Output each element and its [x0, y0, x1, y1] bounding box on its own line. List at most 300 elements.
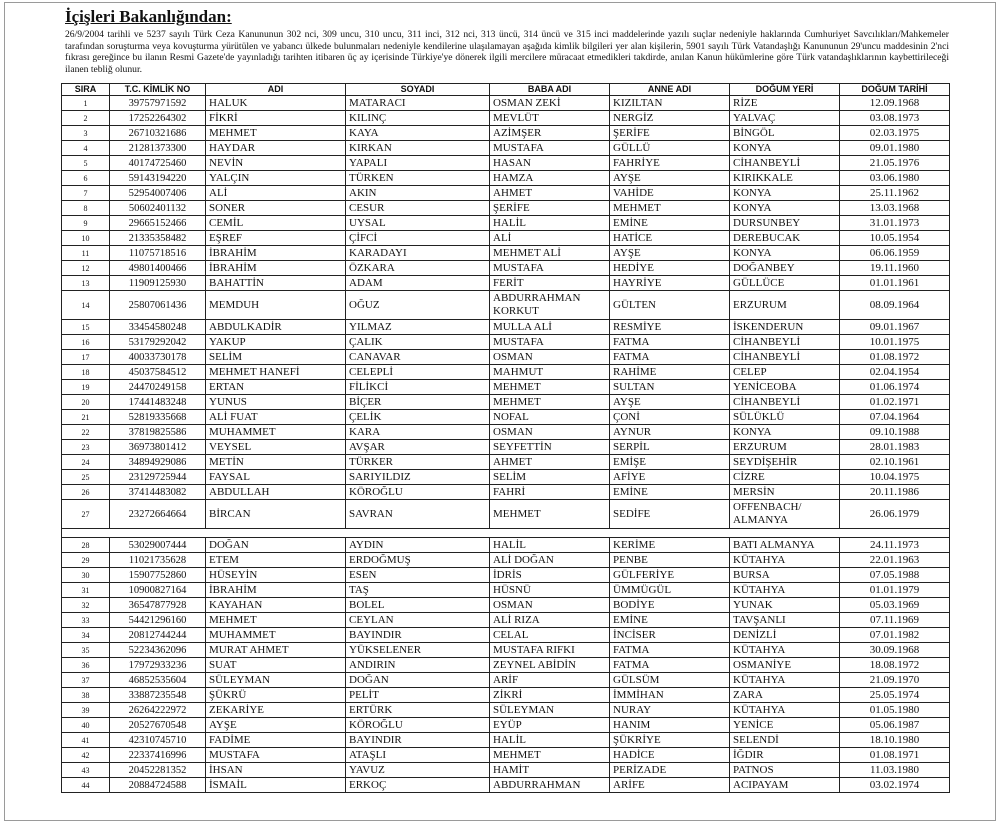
cell-anne-adi: PERİZADE	[610, 763, 730, 778]
table-row	[62, 126, 950, 141]
cell-soyadi: YAVUZ	[346, 763, 490, 778]
cell-tc-kimlik-no: 34894929086	[110, 455, 206, 470]
cell-baba-adi: MAHMUT	[490, 365, 610, 380]
cell-sira: 19	[62, 380, 110, 395]
cell-anne-adi: EMİNE	[610, 485, 730, 500]
cell-dogum-tarihi: 10.01.1975	[840, 335, 950, 350]
cell-soyadi: ÇİFCİ	[346, 231, 490, 246]
cell-adi: ETEM	[206, 553, 346, 568]
cell-dogum-tarihi: 01.06.1974	[840, 380, 950, 395]
table-row	[62, 763, 950, 778]
cell-dogum-tarihi: 07.11.1969	[840, 613, 950, 628]
cell-tc-kimlik-no: 52954007406	[110, 186, 206, 201]
cell-dogum-yeri: GÜLLÜCE	[730, 276, 840, 291]
cell-sira: 38	[62, 688, 110, 703]
gap-cell	[490, 529, 610, 538]
cell-dogum-yeri: BATI ALMANYA	[730, 538, 840, 553]
cell-anne-adi: ARİFE	[610, 778, 730, 793]
cell-anne-adi: KERİME	[610, 538, 730, 553]
cell-baba-adi: MEHMET	[490, 395, 610, 410]
cell-anne-adi: SULTAN	[610, 380, 730, 395]
cell-soyadi: OĞUZ	[346, 291, 490, 320]
cell-baba-adi: HALİL	[490, 733, 610, 748]
cell-soyadi: AYDIN	[346, 538, 490, 553]
cell-soyadi: AVŞAR	[346, 440, 490, 455]
table-row	[62, 613, 950, 628]
gap-cell	[610, 529, 730, 538]
cell-baba-adi: ZİKRİ	[490, 688, 610, 703]
cell-dogum-tarihi: 06.06.1959	[840, 246, 950, 261]
cell-anne-adi: İMMİHAN	[610, 688, 730, 703]
cell-dogum-yeri: KONYA	[730, 425, 840, 440]
table-row	[62, 291, 950, 320]
cell-adi: HÜSEYİN	[206, 568, 346, 583]
cell-anne-adi: HADİCE	[610, 748, 730, 763]
cell-anne-adi: FATMA	[610, 658, 730, 673]
cell-baba-adi: SEYFETTİN	[490, 440, 610, 455]
cell-tc-kimlik-no: 24470249158	[110, 380, 206, 395]
cell-dogum-yeri: PATNOS	[730, 763, 840, 778]
cell-baba-adi: ZEYNEL ABİDİN	[490, 658, 610, 673]
table-row	[62, 276, 950, 291]
cell-sira: 1	[62, 96, 110, 111]
cell-dogum-tarihi: 12.09.1968	[840, 96, 950, 111]
cell-anne-adi: RAHİME	[610, 365, 730, 380]
cell-sira: 33	[62, 613, 110, 628]
cell-dogum-tarihi: 11.03.1980	[840, 763, 950, 778]
cell-sira: 42	[62, 748, 110, 763]
cell-baba-adi: MUSTAFA	[490, 261, 610, 276]
cell-sira: 31	[62, 583, 110, 598]
header-adi: ADI	[206, 84, 346, 96]
cell-sira: 43	[62, 763, 110, 778]
cell-sira: 21	[62, 410, 110, 425]
cell-tc-kimlik-no: 37819825586	[110, 425, 206, 440]
cell-tc-kimlik-no: 37414483082	[110, 485, 206, 500]
cell-sira: 35	[62, 643, 110, 658]
cell-adi: CEMİL	[206, 216, 346, 231]
cell-tc-kimlik-no: 23129725944	[110, 470, 206, 485]
cell-soyadi: BAYINDIR	[346, 733, 490, 748]
cell-adi: SONER	[206, 201, 346, 216]
cell-dogum-yeri: YENİCEOBA	[730, 380, 840, 395]
cell-dogum-yeri: CİHANBEYLİ	[730, 350, 840, 365]
cell-tc-kimlik-no: 26264222972	[110, 703, 206, 718]
cell-dogum-yeri: KONYA	[730, 201, 840, 216]
cell-adi: MUHAMMET	[206, 425, 346, 440]
cell-soyadi: SARIYILDIZ	[346, 470, 490, 485]
cell-sira: 27	[62, 500, 110, 529]
cell-tc-kimlik-no: 36547877928	[110, 598, 206, 613]
cell-sira: 15	[62, 320, 110, 335]
table-row	[62, 335, 950, 350]
cell-anne-adi: HAYRİYE	[610, 276, 730, 291]
cell-dogum-tarihi: 10.05.1954	[840, 231, 950, 246]
table-row	[62, 568, 950, 583]
cell-dogum-tarihi: 05.03.1969	[840, 598, 950, 613]
cell-sira: 26	[62, 485, 110, 500]
cell-dogum-tarihi: 10.04.1975	[840, 470, 950, 485]
cell-tc-kimlik-no: 50602401132	[110, 201, 206, 216]
cell-baba-adi: FERİT	[490, 276, 610, 291]
cell-soyadi: BAYINDIR	[346, 628, 490, 643]
cell-tc-kimlik-no: 26710321686	[110, 126, 206, 141]
cell-sira: 7	[62, 186, 110, 201]
cell-soyadi: KÖROĞLU	[346, 718, 490, 733]
cell-anne-adi: GÜLFERİYE	[610, 568, 730, 583]
cell-soyadi: PELİT	[346, 688, 490, 703]
cell-adi: VEYSEL	[206, 440, 346, 455]
cell-dogum-tarihi: 13.03.1968	[840, 201, 950, 216]
cell-baba-adi: HALİL	[490, 216, 610, 231]
cell-dogum-tarihi: 01.08.1971	[840, 748, 950, 763]
cell-dogum-tarihi: 31.01.1973	[840, 216, 950, 231]
cell-baba-adi: SÜLEYMAN	[490, 703, 610, 718]
cell-tc-kimlik-no: 33887235548	[110, 688, 206, 703]
table-row	[62, 718, 950, 733]
table-row	[62, 365, 950, 380]
cell-sira: 22	[62, 425, 110, 440]
cell-dogum-tarihi: 01.05.1980	[840, 703, 950, 718]
gap-cell	[840, 529, 950, 538]
cell-baba-adi: OSMAN ZEKİ	[490, 96, 610, 111]
header-soyadi: SOYADI	[346, 84, 490, 96]
cell-adi: ALİ	[206, 186, 346, 201]
cell-dogum-yeri: KONYA	[730, 141, 840, 156]
cell-baba-adi: ALİ DOĞAN	[490, 553, 610, 568]
cell-sira: 17	[62, 350, 110, 365]
cell-tc-kimlik-no: 11909125930	[110, 276, 206, 291]
table-row	[62, 500, 950, 529]
table-row	[62, 96, 950, 111]
cell-sira: 12	[62, 261, 110, 276]
gap-cell	[346, 529, 490, 538]
cell-baba-adi: ALİ	[490, 231, 610, 246]
cell-baba-adi: OSMAN	[490, 350, 610, 365]
cell-sira: 18	[62, 365, 110, 380]
cell-dogum-yeri: ERZURUM	[730, 291, 840, 320]
cell-sira: 8	[62, 201, 110, 216]
cell-baba-adi: EYÜP	[490, 718, 610, 733]
cell-soyadi: ERKOÇ	[346, 778, 490, 793]
cell-dogum-yeri: CİHANBEYLİ	[730, 156, 840, 171]
cell-tc-kimlik-no: 42310745710	[110, 733, 206, 748]
cell-tc-kimlik-no: 33454580248	[110, 320, 206, 335]
cell-soyadi: ATAŞLI	[346, 748, 490, 763]
table-row	[62, 583, 950, 598]
table-row	[62, 186, 950, 201]
table-row	[62, 320, 950, 335]
cell-dogum-tarihi: 07.04.1964	[840, 410, 950, 425]
header-dogum-yeri: DOĞUM YERİ	[730, 84, 840, 96]
cell-dogum-tarihi: 30.09.1968	[840, 643, 950, 658]
cell-soyadi: DOĞAN	[346, 673, 490, 688]
cell-dogum-tarihi: 20.11.1986	[840, 485, 950, 500]
cell-sira: 32	[62, 598, 110, 613]
table-row	[62, 470, 950, 485]
cell-dogum-yeri: KÜTAHYA	[730, 553, 840, 568]
cell-dogum-tarihi: 03.08.1973	[840, 111, 950, 126]
cell-adi: FAYSAL	[206, 470, 346, 485]
cell-anne-adi: NERGİZ	[610, 111, 730, 126]
cell-dogum-yeri: ZARA	[730, 688, 840, 703]
cell-sira: 5	[62, 156, 110, 171]
cell-anne-adi: AYŞE	[610, 395, 730, 410]
cell-dogum-yeri: DENİZLİ	[730, 628, 840, 643]
cell-anne-adi: İNCİSER	[610, 628, 730, 643]
cell-dogum-tarihi: 21.05.1976	[840, 156, 950, 171]
cell-tc-kimlik-no: 20527670548	[110, 718, 206, 733]
cell-baba-adi: MUSTAFA	[490, 335, 610, 350]
cell-sira: 13	[62, 276, 110, 291]
intro-paragraph: 26/9/2004 tarihli ve 5237 sayılı Türk Ceza Kanununun 302 nci, 309 uncu, 310 uncu, 311 inci, 312 nci, 313 üncü, 314 üncü ve 315 inci maddelerinde yazılı suçlar nedeniyle haklarında Cumhuriyet Savcılıkları/Mahkemeler tarafından soruşturma veya kovuşturma yürütülen ve yabancı ülkede bulunmaları nedeniyle kendilerine ulaşılamayan aşağıda kimlik bilgileri yer alan kişilerin, 5901 sayılı Türk Vatandaşlığı Kanununun 29'uncu maddesinin 2'nci fıkrası gereğince bu ilanın Resmi Gazete'de yayınladığı tarihten itibaren üç ay içerisinde Türkiye'ye dönerek ilgili mercilere müracaat etmedikleri takdirde, anılan Kanun hükümlerine göre Türk vatandaşlıklarının kaybettirileceği ilanen tebliğ olunur.	[65, 29, 949, 75]
cell-dogum-yeri: TAVŞANLI	[730, 613, 840, 628]
cell-adi: ABDULKADİR	[206, 320, 346, 335]
cell-dogum-yeri: ACIPAYAM	[730, 778, 840, 793]
cell-baba-adi: ABDURRAHMAN KORKUT	[490, 291, 610, 320]
cell-adi: YAKUP	[206, 335, 346, 350]
cell-sira: 40	[62, 718, 110, 733]
cell-adi: HAYDAR	[206, 141, 346, 156]
table-row	[62, 538, 950, 553]
table-row	[62, 778, 950, 793]
cell-soyadi: YÜKSELENER	[346, 643, 490, 658]
cell-anne-adi: EMİNE	[610, 216, 730, 231]
cell-dogum-yeri: KÜTAHYA	[730, 703, 840, 718]
cell-sira: 28	[62, 538, 110, 553]
cell-tc-kimlik-no: 45037584512	[110, 365, 206, 380]
cell-anne-adi: MEHMET	[610, 201, 730, 216]
cell-adi: MEHMET HANEFİ	[206, 365, 346, 380]
cell-sira: 24	[62, 455, 110, 470]
cell-soyadi: ERDOĞMUŞ	[346, 553, 490, 568]
cell-baba-adi: ALİ RIZA	[490, 613, 610, 628]
table-row	[62, 485, 950, 500]
cell-baba-adi: MEHMET ALİ	[490, 246, 610, 261]
cell-tc-kimlik-no: 53179292042	[110, 335, 206, 350]
cell-sira: 41	[62, 733, 110, 748]
cell-sira: 6	[62, 171, 110, 186]
cell-dogum-yeri: ERZURUM	[730, 440, 840, 455]
cell-dogum-tarihi: 18.08.1972	[840, 658, 950, 673]
cell-dogum-yeri: RİZE	[730, 96, 840, 111]
cell-soyadi: KIRKAN	[346, 141, 490, 156]
cell-sira: 16	[62, 335, 110, 350]
cell-baba-adi: MEHMET	[490, 380, 610, 395]
cell-soyadi: KARADAYI	[346, 246, 490, 261]
cell-dogum-yeri: SÜLÜKLÜ	[730, 410, 840, 425]
cell-tc-kimlik-no: 21335358482	[110, 231, 206, 246]
table-row	[62, 643, 950, 658]
cell-adi: ABDULLAH	[206, 485, 346, 500]
cell-dogum-yeri: MERSİN	[730, 485, 840, 500]
table-row	[62, 673, 950, 688]
cell-sira: 34	[62, 628, 110, 643]
cell-dogum-tarihi: 03.06.1980	[840, 171, 950, 186]
cell-anne-adi: FATMA	[610, 335, 730, 350]
cell-adi: SELİM	[206, 350, 346, 365]
cell-adi: MURAT AHMET	[206, 643, 346, 658]
cell-dogum-tarihi: 25.05.1974	[840, 688, 950, 703]
table-row	[62, 395, 950, 410]
cell-soyadi: TAŞ	[346, 583, 490, 598]
cell-tc-kimlik-no: 20812744244	[110, 628, 206, 643]
cell-baba-adi: SELİM	[490, 470, 610, 485]
cell-soyadi: TÜRKER	[346, 455, 490, 470]
cell-baba-adi: MEVLÜT	[490, 111, 610, 126]
cell-baba-adi: ABDURRAHMAN	[490, 778, 610, 793]
header-dogum-tarihi: DOĞUM TARİHİ	[840, 84, 950, 96]
cell-adi: FADİME	[206, 733, 346, 748]
header-anne-adi: ANNE ADI	[610, 84, 730, 96]
gap-cell	[206, 529, 346, 538]
cell-adi: MEHMET	[206, 126, 346, 141]
cell-tc-kimlik-no: 46852535604	[110, 673, 206, 688]
cell-tc-kimlik-no: 17441483248	[110, 395, 206, 410]
cell-adi: MUHAMMET	[206, 628, 346, 643]
cell-dogum-yeri: KONYA	[730, 186, 840, 201]
cell-baba-adi: CELAL	[490, 628, 610, 643]
cell-tc-kimlik-no: 22337416996	[110, 748, 206, 763]
cell-adi: DOĞAN	[206, 538, 346, 553]
cell-tc-kimlik-no: 20884724588	[110, 778, 206, 793]
cell-soyadi: ERTÜRK	[346, 703, 490, 718]
cell-sira: 25	[62, 470, 110, 485]
cell-anne-adi: FAHRİYE	[610, 156, 730, 171]
cell-adi: MEMDUH	[206, 291, 346, 320]
gazette-page	[4, 2, 996, 821]
cell-tc-kimlik-no: 25807061436	[110, 291, 206, 320]
cell-dogum-yeri: YALVAÇ	[730, 111, 840, 126]
cell-dogum-yeri: CELEP	[730, 365, 840, 380]
section-gap	[62, 529, 950, 538]
cell-adi: SÜLEYMAN	[206, 673, 346, 688]
cell-baba-adi: ARİF	[490, 673, 610, 688]
cell-tc-kimlik-no: 17972933236	[110, 658, 206, 673]
cell-soyadi: KAYA	[346, 126, 490, 141]
cell-adi: EŞREF	[206, 231, 346, 246]
cell-tc-kimlik-no: 21281373300	[110, 141, 206, 156]
table-row	[62, 733, 950, 748]
cell-adi: İBRAHİM	[206, 261, 346, 276]
table-row	[62, 111, 950, 126]
cell-dogum-tarihi: 09.01.1980	[840, 141, 950, 156]
cell-soyadi: KARA	[346, 425, 490, 440]
cell-dogum-yeri: CİHANBEYLİ	[730, 395, 840, 410]
cell-baba-adi: HASAN	[490, 156, 610, 171]
cell-baba-adi: HALİL	[490, 538, 610, 553]
cell-adi: İBRAHİM	[206, 246, 346, 261]
cell-adi: AYŞE	[206, 718, 346, 733]
cell-adi: NEVİN	[206, 156, 346, 171]
cell-dogum-tarihi: 02.10.1961	[840, 455, 950, 470]
cell-sira: 4	[62, 141, 110, 156]
cell-baba-adi: NOFAL	[490, 410, 610, 425]
header-baba-adi: BABA ADI	[490, 84, 610, 96]
table-row	[62, 156, 950, 171]
table-row	[62, 658, 950, 673]
cell-adi: HALUK	[206, 96, 346, 111]
table-row	[62, 171, 950, 186]
cell-dogum-tarihi: 07.05.1988	[840, 568, 950, 583]
cell-adi: ERTAN	[206, 380, 346, 395]
table-row	[62, 410, 950, 425]
cell-anne-adi: NURAY	[610, 703, 730, 718]
cell-soyadi: YAPALI	[346, 156, 490, 171]
cell-anne-adi: AYNUR	[610, 425, 730, 440]
cell-soyadi: ADAM	[346, 276, 490, 291]
gap-cell	[730, 529, 840, 538]
cell-soyadi: ÇELİK	[346, 410, 490, 425]
cell-baba-adi: MUSTAFA	[490, 141, 610, 156]
cell-baba-adi: OSMAN	[490, 598, 610, 613]
cell-tc-kimlik-no: 54421296160	[110, 613, 206, 628]
cell-adi: MUSTAFA	[206, 748, 346, 763]
cell-dogum-yeri: SELENDİ	[730, 733, 840, 748]
cell-soyadi: YILMAZ	[346, 320, 490, 335]
cell-adi: İBRAHİM	[206, 583, 346, 598]
cell-anne-adi: HATİCE	[610, 231, 730, 246]
cell-soyadi: UYSAL	[346, 216, 490, 231]
cell-dogum-tarihi: 03.02.1974	[840, 778, 950, 793]
table-row	[62, 628, 950, 643]
cell-dogum-yeri: KIRIKKALE	[730, 171, 840, 186]
cell-tc-kimlik-no: 53029007444	[110, 538, 206, 553]
cell-soyadi: KÖROĞLU	[346, 485, 490, 500]
cell-tc-kimlik-no: 40174725460	[110, 156, 206, 171]
table-row	[62, 216, 950, 231]
cell-soyadi: FİLİKCİ	[346, 380, 490, 395]
cell-adi: ZEKARİYE	[206, 703, 346, 718]
cell-anne-adi: ŞERİFE	[610, 126, 730, 141]
cell-soyadi: MATARACI	[346, 96, 490, 111]
cell-soyadi: CELEPLİ	[346, 365, 490, 380]
table-row	[62, 455, 950, 470]
cell-dogum-tarihi: 05.06.1987	[840, 718, 950, 733]
cell-sira: 3	[62, 126, 110, 141]
table-row	[62, 380, 950, 395]
cell-tc-kimlik-no: 59143194220	[110, 171, 206, 186]
document-title: İçişleri Bakanlığından:	[65, 7, 232, 26]
cell-anne-adi: AFİYE	[610, 470, 730, 485]
cell-dogum-tarihi: 01.08.1972	[840, 350, 950, 365]
cell-anne-adi: ÜMMÜGÜL	[610, 583, 730, 598]
cell-tc-kimlik-no: 52234362096	[110, 643, 206, 658]
cell-adi: ŞÜKRÜ	[206, 688, 346, 703]
cell-baba-adi: AHMET	[490, 455, 610, 470]
cell-baba-adi: MEHMET	[490, 500, 610, 529]
cell-anne-adi: GÜLLÜ	[610, 141, 730, 156]
cell-dogum-yeri: DOĞANBEY	[730, 261, 840, 276]
cell-adi: FİKRİ	[206, 111, 346, 126]
cell-soyadi: BİÇER	[346, 395, 490, 410]
cell-adi: İSMAİL	[206, 778, 346, 793]
cell-anne-adi: SEDİFE	[610, 500, 730, 529]
cell-baba-adi: AHMET	[490, 186, 610, 201]
cell-soyadi: ESEN	[346, 568, 490, 583]
cell-adi: MEHMET	[206, 613, 346, 628]
header-sira: SIRA	[62, 84, 110, 96]
table-row	[62, 425, 950, 440]
cell-tc-kimlik-no: 36973801412	[110, 440, 206, 455]
cell-soyadi: CEYLAN	[346, 613, 490, 628]
cell-anne-adi: EMİNE	[610, 613, 730, 628]
cell-anne-adi: HANIM	[610, 718, 730, 733]
table-row	[62, 141, 950, 156]
header-tc-kimlik-no: T.C. KİMLİK NO	[110, 84, 206, 96]
cell-sira: 9	[62, 216, 110, 231]
table-row	[62, 688, 950, 703]
